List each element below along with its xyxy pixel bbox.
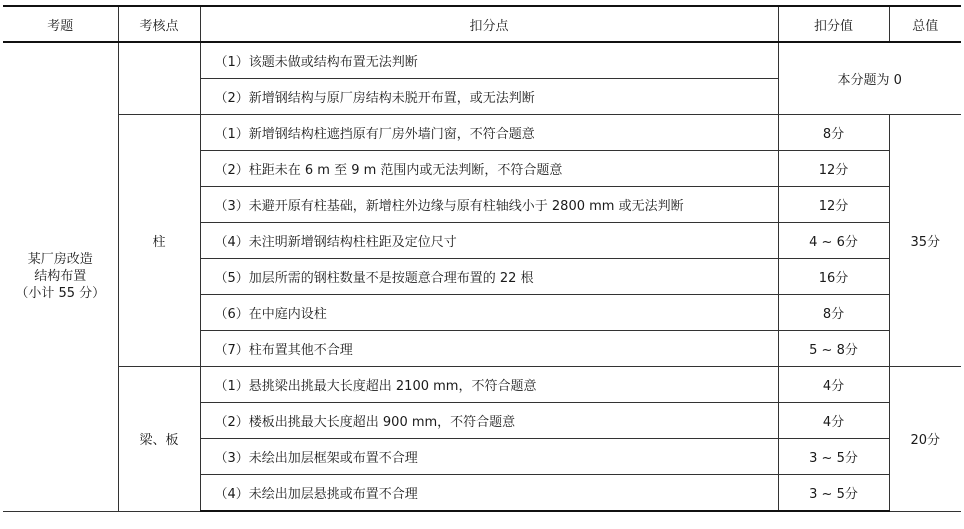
deduction-item: （1）新增钢结构柱遮挡原有厂房外墙门窗，不符合题意 [200, 115, 778, 151]
deduction-item: （4）未绘出加层悬挑或布置不合理 [200, 475, 778, 512]
deduction-item: （6）在中庭内设柱 [200, 295, 778, 331]
header-topic: 考题 [3, 6, 118, 42]
point-cell-beam-slab: 梁、板 [118, 367, 200, 512]
deduction-item: （2）新增钢结构与原厂房结构未脱开布置，或无法判断 [200, 79, 778, 115]
table-row [3, 367, 961, 403]
topic-line-1: 某厂房改造 [27, 252, 93, 268]
total-cell-column: 35分 [889, 115, 961, 367]
topic-line-3: （小计 55 分） [15, 286, 106, 302]
deduction-item: （1）悬挑梁出挑最大长度超出 2100 mm，不符合题意 [200, 367, 778, 403]
deduction-item: （2）柱距未在 6 m 至 9 m 范围内或无法判断，不符合题意 [200, 151, 778, 187]
deduction-item: （1）该题未做或结构布置无法判断 [200, 42, 778, 79]
merged-value-cell: 本分题为 0 [778, 42, 961, 115]
table-row [3, 115, 961, 151]
deduction-value: 4分 [778, 403, 889, 439]
deduction-item: （3）未避开原有柱基础，新增柱外边缘与原有柱轴线小于 2800 mm 或无法判断 [200, 187, 778, 223]
deduction-value: 8分 [778, 115, 889, 151]
deduction-value: 4分 [778, 367, 889, 403]
deduction-item: （7）柱布置其他不合理 [200, 331, 778, 367]
header-value: 扣分值 [778, 6, 889, 42]
header-deduction: 扣分点 [200, 6, 778, 42]
point-cell-column: 柱 [118, 115, 200, 367]
topic-cell [3, 42, 118, 511]
point-cell-general [118, 42, 200, 115]
deduction-value: 4 ~ 6分 [778, 223, 889, 259]
deduction-value: 12分 [778, 151, 889, 187]
deduction-item: （3）未绘出加层框架或布置不合理 [200, 439, 778, 475]
deduction-value: 3 ~ 5分 [778, 475, 889, 512]
deduction-item: （5）加层所需的钢柱数量不是按题意合理布置的 22 根 [200, 259, 778, 295]
scoring-table [3, 5, 961, 512]
header-point: 考核点 [118, 6, 200, 42]
deduction-item: （2）楼板出挑最大长度超出 900 mm，不符合题意 [200, 403, 778, 439]
deduction-value: 3 ~ 5分 [778, 439, 889, 475]
topic-line-2: 结构布置 [34, 269, 87, 285]
deduction-value: 5 ~ 8分 [778, 331, 889, 367]
deduction-item: （4）未注明新增钢结构柱柱距及定位尺寸 [200, 223, 778, 259]
header-total: 总值 [889, 6, 961, 42]
total-cell-beam-slab: 20分 [889, 367, 961, 512]
deduction-value: 8分 [778, 295, 889, 331]
table-row [3, 42, 961, 79]
deduction-value: 12分 [778, 187, 889, 223]
deduction-value: 16分 [778, 259, 889, 295]
header-row [3, 6, 961, 42]
